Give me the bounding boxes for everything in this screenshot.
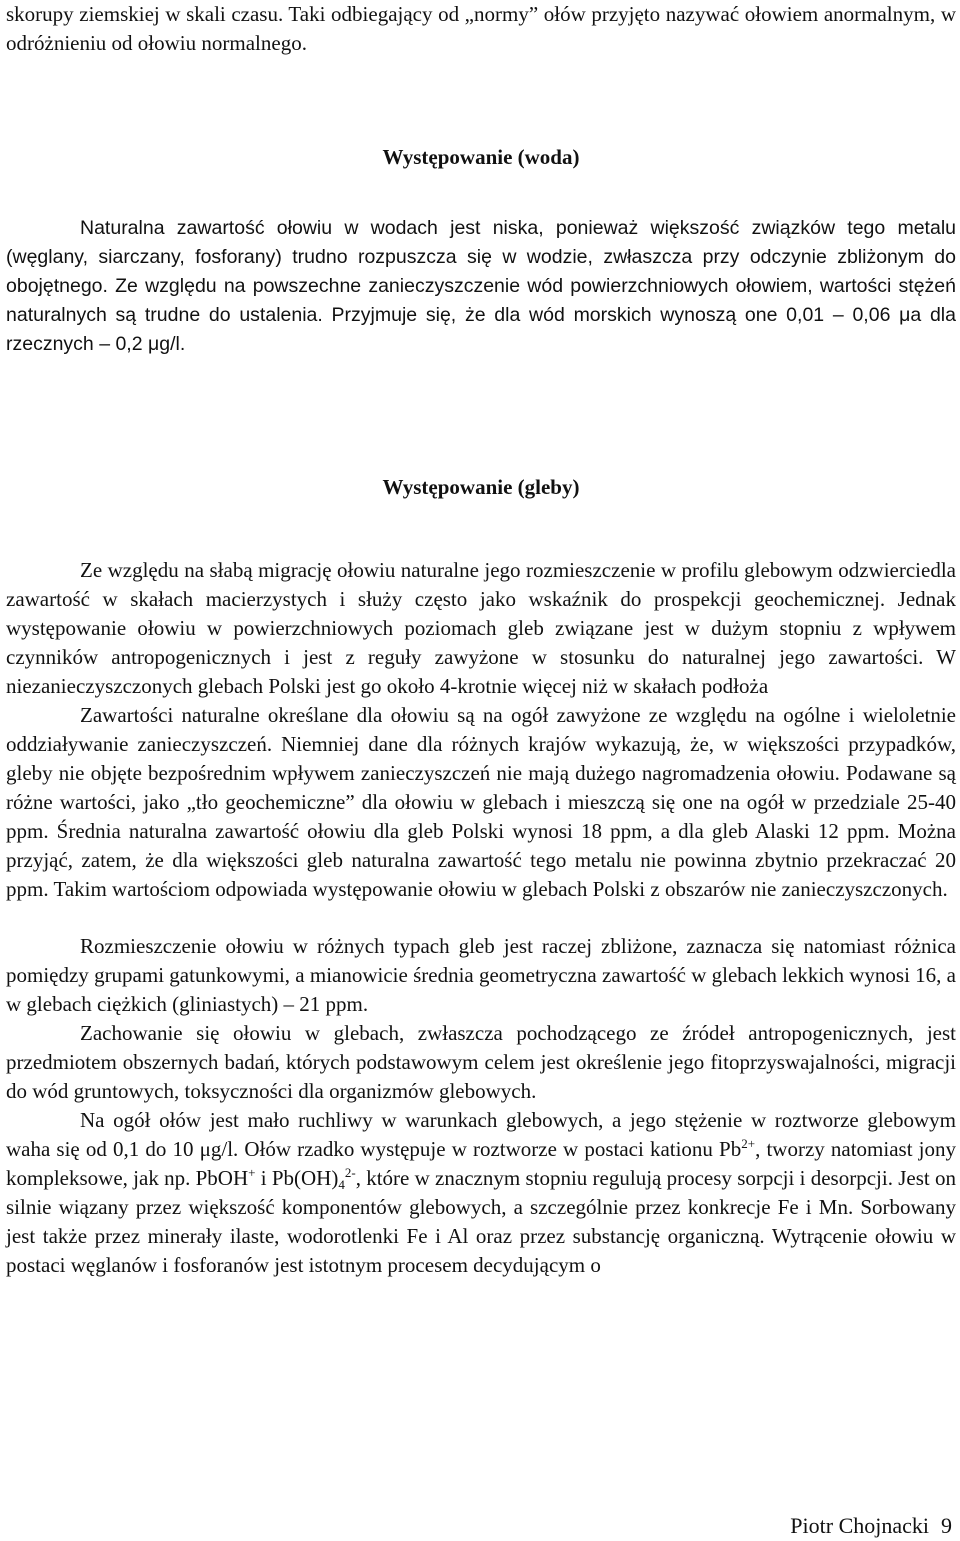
section-heading-water: Występowanie (woda) (382, 145, 580, 169)
p5-text-1: Na ogół ołów jest mało ruchliwy w warunkach glebowych, a jego stężenie w roztworze glebowym waha się od 0,1 do 10 μg/l. Ołów rzadko występuje w roztworze w postaci kationu Pb (6, 1108, 956, 1161)
water-paragraph: Naturalna zawartość ołowiu w wodach jest niska, ponieważ większość związków tego metalu (węglany, siarczany, fosforany) trudno rozpuszcza się w wodzie, zwłaszcza przy odczynie zbliżonym do obojętnego. Ze względu na powszechne zanieczyszczenie wód powierzchniowych ołowiem, wartości stężeń naturalnych są trudne do ustalenia. Przyjmuje się, że dla wód morskich wynoszą one 0,01 – 0,06 μa dla rzecznych – 0,2 μg/l. (6, 217, 956, 355)
page-footer (790, 1512, 952, 1540)
pboh4-charge: 2- (344, 1165, 356, 1180)
document-page (6, 0, 956, 1280)
p5-text-4: , które w znacznym stopniu regulują procesy sorpcji i desorpcji. Jest on silnie wiązany przez większość komponentów glebowych, a szczególnie przez konkrecje Fe i Mn. Sorbowany jest także przez minerały ilaste, wodorotlenki Fe i Al oraz przez substancję organiczną. Wytrącenie ołowiu w postaci węglanów i fosforanów jest istotnym procesem decydującym o (6, 1166, 956, 1277)
p5-text-3: i Pb(OH) (255, 1166, 339, 1190)
intro-paragraph: skorupy ziemskiej w skali czasu. Taki odbiegający od „normy” ołów przyjęto nazywać ołowiem anormalnym, w odróżnieniu od ołowiu normalnego. (6, 2, 956, 55)
pboh4-subscript: 4 (338, 1177, 345, 1192)
soil-paragraph-5 (6, 1106, 956, 1280)
pboh-charge: + (248, 1165, 256, 1180)
p5-text-2: , tworzy natomiast jony kompleksowe, jak np. PbOH (6, 1137, 956, 1190)
footer-author: Piotr Chojnacki (790, 1513, 929, 1538)
section-heading-soil: Występowanie (gleby) (382, 475, 580, 499)
soil-paragraph-1: Ze względu na słabą migrację ołowiu naturalne jego rozmieszczenie w profilu glebowym odzwierciedla zawartość w skałach macierzystych i służy często jako wskaźnik do prospekcji geochemicznej. Jednak występowanie ołowiu w powierzchniowych poziomach gleb związane jest w dużym stopniu z wpływem czynników antropogenicznych i jest z reguły zawyżone w stosunku do naturalnej jego zawartości. W niezanieczyszczonych glebach Polski jest go około 4-krotnie więcej niż w skałach podłoża (6, 558, 956, 698)
soil-paragraph-2: Zawartości naturalne określane dla ołowiu są na ogół zawyżone ze względu na ogólne i wieloletnie oddziaływanie zanieczyszczeń. Niemniej dane dla różnych krajów wykazują, że, w większości przypadków, gleby nie objęte bezpośrednim wpływem zanieczyszczeń nie mają dużego nagromadzenia ołowiu. Podawane są różne wartości, jako „tło geochemiczne” dla ołowiu w glebach i mieszczą się one na ogół w przedziale 25-40 ppm. Średnia naturalna zawartość ołowiu dla gleb Polski wynosi 18 ppm, a dla gleb Alaski 12 ppm. Można przyjąć, zatem, że dla większości gleb naturalna zawartość tego metalu nie powinna zbytnio przekraczać 20 ppm. Takim wartościom odpowiada występowanie ołowiu w glebach Polski z obszarów nie zanieczyszczonych. (6, 703, 956, 901)
pb-charge: 2+ (741, 1136, 756, 1151)
soil-paragraph-4: Zachowanie się ołowiu w glebach, zwłaszcza pochodzącego ze źródeł antropogenicznych, jest przedmiotem obszernych badań, których podstawowym celem jest określenie jego fitoprzyswajalności, migracji do wód gruntowych, toksyczności dla organizmów glebowych. (6, 1021, 956, 1103)
page-number: 9 (941, 1513, 952, 1538)
soil-paragraph-3: Rozmieszczenie ołowiu w różnych typach gleb jest raczej zbliżone, zaznacza się natomiast różnica pomiędzy grupami gatunkowymi, a mianowicie średnia geometryczna zawartość w glebach lekkich wynosi 16, a w glebach ciężkich (gliniastych) – 21 ppm. (6, 934, 956, 1016)
